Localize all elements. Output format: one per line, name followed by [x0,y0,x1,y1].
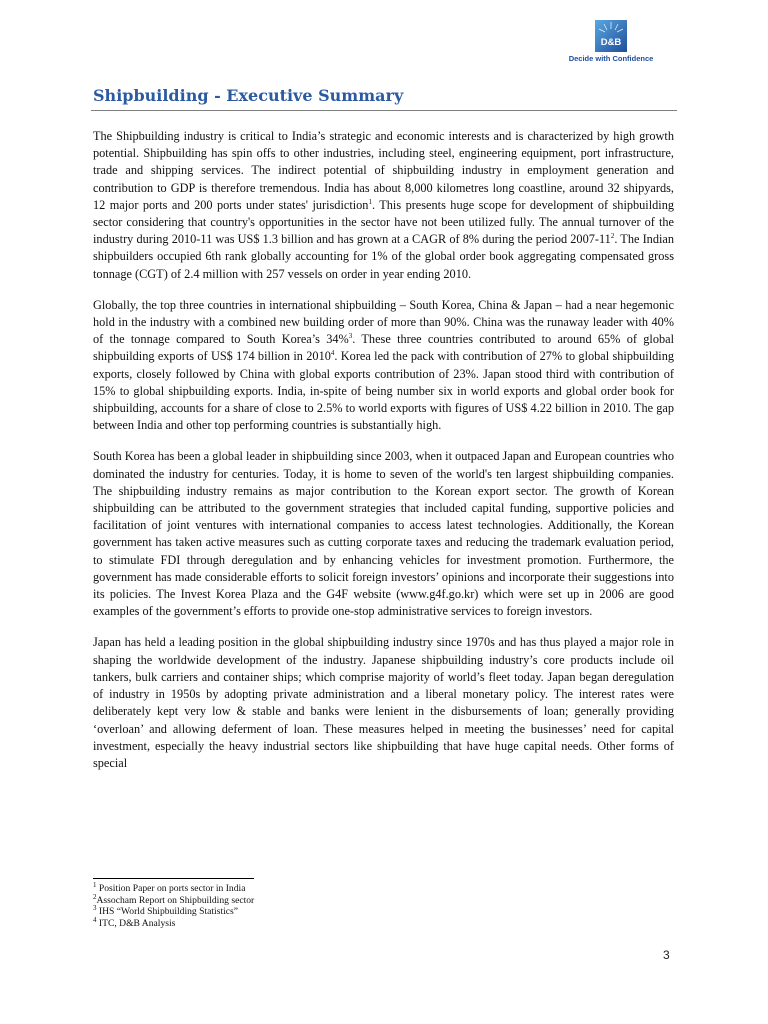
page-title: Shipbuilding - Executive Summary [93,86,404,105]
dnb-logo [560,8,690,64]
paragraph-text: . Korea led the pack with contribution of 27% to global shipbuilding exports, closely followed by China with global exports contribution of 23%. Japan stood third with contribution of 15% to global shipbuilding exports. India, in-spite of being number six in world exports and global order book for shipbuilding, accounts for a share of close to 2.5% to world exports with figures of US$ 4.22 billion in 2010. The gap between India and other top performing countries is substantially high. [93,349,674,433]
footnote-1 [93,880,593,895]
title-divider [91,110,677,111]
footnote-3 [93,903,593,918]
footnote-ref: 1 [368,197,372,206]
page-number: 3 [663,948,670,962]
footnote-number: 3 [93,903,97,912]
footnote-text: Position Paper on ports sector in India [96,883,246,894]
footnotes [93,880,593,929]
footnote-text: Assocham Report on Shipbuilding sector [96,894,255,906]
footnote-ref: 2 [610,232,615,241]
footnote-ref: 4 [330,349,335,358]
paragraph-3: South Korea has been a global leader in shipbuilding since 2003, when it outpaced Japan and European countries who dominated the industry for centuries. Today, it is home to seven of the world's ten largest shipbuilding companies. The shipbuilding industry remains as major contribution to the Korean export sector. The growth of Korean shipbuilding can be attributed to the government strategies that included capital funding, supportive policies and facilitation of joint ventures with international companies to access latest technologies. Additionally, the Korean government has taken active measures such as cutting corporate taxes and reducing the trademark evaluation period, to stimulate FDI through deregulation and by enhancing vehicles for investment promotion. Furthermore, the government has made considerable efforts to solicit foreign investors’ opinions and incorporate their suggestions into its policies. The Invest Korea Plaza and the G4F website (www.g4f.go.kr) which were set up in 2006 are good examples of the government’s efforts to provide one-stop administrative services to foreign investors. [93,449,674,619]
document-body [93,128,674,786]
logo-tagline: Decide with Confidence [568,54,654,63]
paragraph-text: The Shipbuilding industry is critical to India’s strategic and economic interests and is characterized by high growth potential. Shipbuilding has spin offs to other industries, including steel, engineering equipment, port infrastructure, trade and shipping services. The indirect potential of shipbuilding industry in employment generation and contribution to GDP is therefore tremendous. India has about 8,000 kilometres long coastline, around 32 shipyards, 12 major ports and 200 ports under states' jurisdiction [93,129,674,212]
paragraph-text: . This presents huge scope for development of shipbuilding sector considering that country's opportunities in the sector have not been utilized fully. The annual turnover of the industry during 2010-11 was US$ 1.3 billion and has grown at a CAGR of 8% during the period 2007-11 [93,197,675,247]
dnb-logo-icon [595,20,627,52]
footnote-ref: 3 [348,332,353,341]
paragraph-text: Globally, the top three countries in international shipbuilding – South Korea, China & Japan – had a near hegemonic hold in the industry with a combined new building order of more than 90%. China was the runaway leader with 40% of the tonnage compared to South Korea’s 34% [93,297,674,347]
paragraph-text: . These three countries contributed to around 65% of global shipbuilding exports of US$ 174 billion in 2010 [93,332,674,364]
footnote-number: 1 [93,880,97,889]
footnote-number: 4 [93,915,97,924]
footnote-4 [93,915,593,930]
footnote-text: IHS “World Shipbuilding Statistics” [96,906,239,917]
logo-text: D&B [600,37,622,48]
footnote-number: 2 [93,892,97,901]
paragraph-2 [93,297,674,435]
footnote-2 [93,892,593,907]
paragraph-4: Japan has held a leading position in the global shipbuilding industry since 1970s and has thus played a major role in shaping the worldwide development of the industry. Japanese shipbuilding industry’s core products include oil tankers, bulk carriers and container ships; which comprise majority of world’s fleet today. Japan began deregulation of industry in 1950s by adopting private administration and a liberal monetary policy. The interest rates were deliberately kept very low & stable and banks were lenient in the disbursements of loan; generally providing ‘overloan’ and allowing deferment of loan. These measures helped in meeting the businesses’ need for capital investment, especially the heavy industrial sectors like shipbuilding that have huge capital needs. Other forms of special [93,635,674,770]
footnote-text: ITC, D&B Analysis [96,917,176,929]
paragraph-1 [93,128,674,283]
footnote-divider [93,878,254,879]
paragraph-text: . The Indian shipbuilders occupied 6th rank globally accounting for 1% of the global order book aggregating compensated gross tonnage (CGT) of 2.4 million with 257 vessels on order in year ending 2010. [93,232,674,281]
